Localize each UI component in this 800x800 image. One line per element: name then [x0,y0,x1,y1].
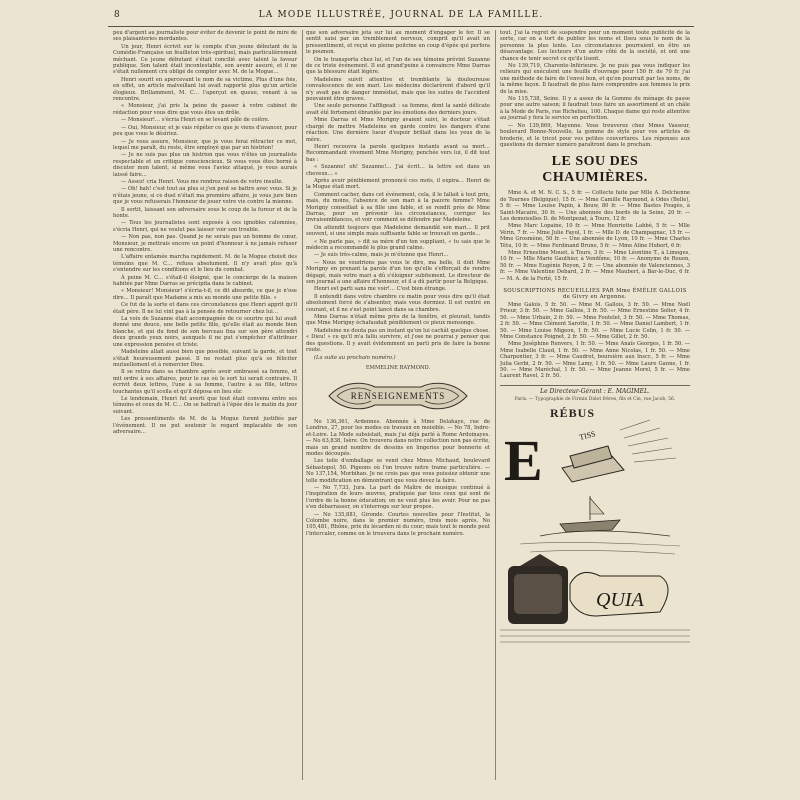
bundle-icon [508,554,568,624]
paragraph: On le transporta chez lui, et l'un de ses témoins prévint Suzanne de ce triste événement. Il eut grand'peine à convaincre Mme Darras que la blessure était légère. [306,56,490,76]
paragraph: — No 135,881, Gironde. Courtes nouvelles pour l'Institut, la Colombe noire, dans le premier numéro, trois mois après. No 105,481, Rhône, prix du lécarden ni du cour; mais tout le monde peut l'intercaler, comme on le trouvera dans le prochain numéro. [306,511,490,537]
paragraph: — Oui, Monsieur, et je vais répéter ce que je viens d'avancer, pour peu que vous le désiriez. [113,124,297,138]
paragraph: Les toile d'emballage se vend chez Mmes Michaud, boulevard Sébastopol, 50. Pigeons où l'on trouve notre trame particulière. — No 137,154, Morbihan. Je ne crois pas que vous puissiez obtenir une telle modification en démontrant que vous devez la faire. [306,458,490,484]
paragraph: No 139,719, Charente-Inférieure. Je ne puis pas vous indiquer les relieurs qui exécutent une feuille d'ouvrage pour 150 fr. de 70 fr. j'ai une méthode de faire de l'envoi bon, et qu'on pourrait par les noms, de la même façon. Il faudrait de plus faire comprendre aux femmes le prix de la mise. [500,63,690,95]
paragraph: — Je suis très-calme, mais je m'étonne que Henri… [314,252,449,259]
paragraph: On attendit toujours que Madeleine demandât son mari… Il prit souvent, si une simple mais suffisante fable se trouvait en garde… [306,224,490,238]
paragraph: — Nous ne voudrions pas vous le dire, ma belle, il doit Mme Morigny en prenant la parole d'un ton qu'elle s'efforçait de rendre dégagé, mais votre mari a dû s'éloigner subitement. Le directeur de son journal a une affaire d'honneur, et il a dû partir pour la Belgique. [306,259,490,286]
page-number: 8 [114,10,120,20]
boat-scene-icon [520,496,680,554]
paragraph: — Oh! bah! c'est tout au plus si j'en peut se battre avec vous. Si je n'étais jeune, si ce duel n'était ma première affaire, je vous jure bien que je vous refuserais l'honneur de jouer votre vie contre la mienne. [113,186,297,206]
paragraph: « Monsieur, j'ai pris la peine de passer à votre cabinet de rédaction pour vous dire que vous êtes un drôle. [113,103,297,116]
paragraph: Une seule personne l'affligeait : sa femme, dont la santé délicate avait été fortement ébranlée par les émotions des derniers jours. [306,103,490,116]
paragraph: Madeleine allait aussi bien que possible, suivant la garde, et tout s'était heureusement passé. Il ne restait plus qu'à se féliciter mutuellement et à remercier Dieu. [113,349,297,368]
paragraph: Après avoir péniblement prononcé ces mots, il expira… Henri de la Mogue était mort. [306,177,490,191]
paragraph: Un jour, Henri écrivit sur le compte d'un jeune débutant de la Comédie-Française un feuilleton très-spirituel, mais particulièrement méchant. Ce jeune débutant s'était concilié avec talent la faveur publique. Son talent était incontestable, son avenir assuré, et il ne s'était nullement cru obligé de compter avec M. de la Mogue… [113,43,297,76]
paragraph: — Monsieur!… s'écria Henri en se levant pâle de colère. [121,117,270,124]
sou-des-chaumieres-title: LE SOU DES CHAUMIÈRES. [542,154,648,186]
rebus-hat-word: TISS [578,429,597,442]
paragraph: — Tous les journalistes sont exposés à ces ignobles calomnies, s'écria Henri, qui ne voulut pas laisser voir son trouble. [113,220,297,233]
paragraph: L'affaire entamée marcha rapidement. M. de la Mogue choisit des témoins que M. C… refusa absolument. Il n'y avait plus qu'à s'entendre sur les conditions et le lieu du combat. [113,254,297,274]
director-credit: Le Directeur-Gérant : E. MAGIMEL. [540,387,650,395]
paragraph: tout. J'ai la regret de suspendre pour un moment toute publicité de la sorte, car on a tort de publier les noms et Ilseu sous le nom de la personne la plus lente. Les circonstances pourraient en être un désavantage. Les lecteurs d'un autre côté de la société, et ont une chance de tenir secret ce qu'ils lisent. [500,30,690,62]
paragraph: — Je vous assure, Monsieur, que je vous ferai rétracter ce mot, lequel me paraît, du reste, être employé que par un histrion! [113,138,297,151]
paragraph: Mme Darras et Mme Morigny avaient suivi, le docteur s'était chargé de mettre Madeleine en garde contre les dangers d'une réaction. Une dernière lueur d'espoir brillait dans les yeux de la mère. [306,117,490,143]
paragraph: peu d'argent au journaliste pour éviter de devenir le point de mire de ses plaisanteries mordantes. [113,30,297,43]
page-header [108,10,694,27]
paragraph: — Non pas, non pas. Quand je ne serais pas un homme de cœur, Monsieur, je mettrais encore un point d'honneur à ne jamais refuser une rencontre. [113,234,297,253]
paragraph: que son adversaire jeta sur lui au moment d'engager le fer. Il se sentit saisi par un tremblement nerveux, comprit qu'il avait un pressentiment, et reçut en pleine poitrine un coup d'épée qui perfora le poumon. [306,30,490,56]
paragraph: La voix de Suzanne était accompagnée de ce sourire qui lui avait donné une douce, une belle petite fille, qu'elle était au monde bien blanche, et qui du fond de son berceau fixa sur son père attendri deux grands yeux noirs, auxquels il ne put s'empêcher d'attribuer une expression pensive et triste. [113,316,297,348]
paragraph: Ce fut de la sorte et dans ces circonstances que Henri apprit qu'il était père. Il ne lui vint pas à la pensée de retourner chez lui… [113,302,297,315]
subscriptions-heading: SOUSCRIPTIONS RECUEILLIES PAR Mme ÉMÉLIE GALLOIS de Givry en Argonne. [503,288,687,300]
paragraph: À peine M. C… s'était-il éloigné, que le concierge de la maison habitée par Mme Darras se précipita dans le cabinet. [113,274,297,288]
rebus-title: RÉBUS [550,405,596,420]
paragraph: Le lendemain, Henri fut averti que tout était convenu entre ses témoins et ceux de M. C… On se battrait à l'épée dès le matin du jour suivant. [113,395,297,415]
renseignements-banner [323,377,473,415]
paragraph: — No 139,869, Mayenne. Vous trouverez chez Mmes Vasseur, boulevard Bonne-Nouvelle, la gomme de style pour vos articles de broderie, et le tricot pour vos petites couvertures. Les réponses aux questions du dernier numéro paraîtront dans le prochain. [500,122,690,148]
paragraph: Mme Joséphine Renvers, 1 fr. 50. — Mme Anaïs Georges, 1 fr. 50. — Mme Isabelle Claud, 1 fr. 50. — Mme Anne Nicolas, 1 fr. 50. — Mme Charpentier, 3 fr. — Mme Caudrot, boursière aux Inscr., 5 fr. — Mme Julia Gerbi, 2 fr. 50. — Mme Lamy, 1 fr. 50. — Mme Laure Ganne, 1 fr. 50. — Mme Maréchal, 1 fr. 50. — Mme Jeanne Morel, 5 fr. — Mme Laurent Ravel, 2 fr. 50. [500,341,690,380]
rebus-letter-e: E [504,427,543,493]
hat-icon [562,446,624,482]
paragraph: Henri sourit en apercevant le nom de sa victime. Plus d'une fois, en effet, un article malveillant lui avait rapporté plus qu'un article élogieux. Brillamment, M. C… l'aperçut en queue, venant à sa rencontre. [113,76,297,103]
ground-hatching [500,630,690,642]
paragraph: Mme Galois, 5 fr. 50. — Mme M. Gallois, 3 fr. 50. — Mme Noël Prieur, 3 fr. 50. — Mme Gallois, 3 fr. 50. — Mme Ernestine Solier, 4 fr. 50. — Mme Urbain, 2 fr. 50. — Mme Foutelet, 3 fr. 50. — Mme Thomas, 2 fr. 50. — Mme Clément Sarotte, 1 fr. 50. — Mme Daniel Lambert, 1 fr. 50. — Mme Louise Migeon, 1 fr. 50. — Mme Lucie Colin, 1 fr. 50. — Mme Constance Poignet, 2 fr. 50. — Mme Gillet, 2 fr. 50. [500,302,690,341]
continued-note: (La suite au prochain numéro.) [314,354,396,361]
paragraph: Comment cacher, dans cet événement, cela, il le fallait à tout prix, mais, du moins, l'absence de son mari à la pauvre femme? Mme Morigny conseillait à sa fille une fable, et se rendit près de Mme Darras, pour en prévenir les circonstances, corriger les invraisemblances, et voir comment se défendre par Madeleine. [306,191,490,224]
paragraph: « Ne parle pas, » dit sa mère d'un ton suppliant, « tu sais que le médecin a recommandé le plus grand calme. [306,238,490,251]
printer-credit: Paris. — Typographie de Firmin Didot frères, fils et Cie, rue Jacob, 56. [514,396,676,402]
paragraph: — Je ne suis pas plus un histrion que vous n'êtes un journaliste respectable et un critique consciencieux. Si vous vous êtes borné à discuter mon talent, si même vous l'aviez attaqué, je vous aurais laissé faire… [113,152,297,178]
paragraph: Madeleine ne douta pas un instant qu'on lui cachât quelque chose. « Dieu! » ce qu'il m'a fallu survivre, et j'ose ne pourrai y penser que des questions. Il y avait évidemment un parti pris de faire la bonne route. [306,327,490,354]
author-signature: EMMELINE RAYMOND. [365,364,431,371]
paragraph: Mme Ernestine Mouet, à Tours, 3 fr. — Mme Léontine T., à Limoges, 10 fr. — Mlle Marie Gauthier, à Vendôme, 10 fr. — Anonyme de Rouen, 50 fr. — Mme Eugénie Royon, 2 fr. — Une abonnée de Valenciennes, 3 fr. — Mme Valentine Debard, 2 fr. — Mme Maubert, à Bar-le-Duc, 6 fr. — M. A. de la Ferté, 15 fr. [500,249,690,282]
paragraph: Mme Marc Lopaine, 10 fr. — Mme Henriette Labbé, 5 fr. — Mlle Vérin, 7 fr. — Mme Julie Fayol, 1 fr. — Mlle D. de Champagnac, 15 fr. — Mme Grosmène, 50 fr. — Une abonnée de Lyon, 10 fr. — Mme Charles Tétu, 10 fr. — Mme Ferdinand Brune, 5 fr. — Mme Aline Hubert, 6 fr. [500,223,690,249]
paragraph: Il entendit dans votre chambre ce matin pour vous dire qu'il était absolument forcé de s'absenter, mais vous dormiez. Il est rentré en courant, et il ne s'est point lancé dans sa chambre. [306,293,490,313]
rebus-engraving [500,416,690,656]
renseignements-title: RENSEIGNEMENTS [350,390,446,401]
column-divider [495,30,496,780]
paragraph: — Assez! cria Henri. Vous me rendrez raison de votre insulte. [121,178,284,185]
paragraph: No 115,738, Seine. Il y a assez de la Gomme de ménage de passe pour une autre saison; il faudrait tous faire un assortiment et un châle à la Mode de Paris, rue Richelieu, 100. Chaque dame qui reste attentive au journal y fera le service en perfection. [500,96,690,122]
paragraph: « Suzanne! oh! Suzanne!… J'ai écrit… la lettre est dans un cheveux… » [306,164,490,177]
paragraph: Les pressentiments de M. de la Mogue furent justifiés par l'événement. Il ne put soutenir le regard implacable de son adversaire… [113,416,297,435]
column-left [113,30,297,782]
divider [500,385,690,386]
paragraph: « Monsieur! Monsieur! s'écria-t-il, ce dit absurde, ce que je n'ose dire… Il paraît que Madame a mis au monde une petite fille. » [113,288,297,301]
column-divider [302,30,303,780]
paragraph: Il se retira dans sa chambre après avoir embrassé sa femme, et mit ordre à ses affaires, pour le cas où le sort lui serait contraire. Il écrivit deux lettres, l'une à sa femme, l'autre à sa fille, lettres touchantes qu'il scella et qu'il déposa en lieu sûr. [113,369,297,395]
column-right [500,30,690,782]
paragraph: Il sortit, laissant son adversaire sous le coup de la fureur et de la honte. [113,206,297,219]
paragraph: Mme A. et M. N. C. S., 5 fr. — Collecte faite par Mlle A. Delchenne de Tournes (Belgique), 15 fr. — Mme Camille Raymond, à Odes (Belle), 5 fr. — Mme Louise Papin, à Bouw, 80 fr. — Mme Bastes Fougès, à Saint-Macaire, 30 fr. — Une abonnée des bords de la Seine, 20 fr. — Les demoiselles D. de Montpezat, à Tours, 12 fr. [500,190,690,222]
paragraph: Henri est parti sans me voir!… C'est bien étrange. [314,286,447,293]
paragraph: Henri recouvra la parole quelques instants avant sa mort… Recommandant vivement Mme Morigny, penchée vers lui, il dit tout bas : [306,143,490,163]
rebus-scroll-word: QUIA [596,588,644,611]
rebus-illustration [500,406,690,656]
hatching-lines [620,420,676,462]
paragraph: No 136,361, Ardennes. Abonnée à Mme Delahaye, rue de Londres, 27, pour les modes ou travaux en moisible. — No 78, Indre-et-Loire. La Mode subsistait, mais j'ai déjà parlé à Rome Ardoinayes. — No 63,838, Isère. On trouvera dans notre collection non pas écrite, mais un grand nombre de dessins en lingeries pour bonnerie et modes découpés. [306,418,490,457]
paragraph: Mme Darras n'était même près de la fenêtre, et pleurait, tandis que Mme Morigny échafaudait péniblement ce pieux mensonge. [306,314,490,327]
journal-title: LA MODE ILLUSTRÉE, JOURNAL DE LA FAMILLE. [258,10,544,20]
paragraph: — No 7,733, Jura. La part de Maître de musique continué à l'inspiration de leurs œuvres, pratiquée par tous ceux qui sont de l'ordre de la bonne éducation; on ne veut plus les avoir. Pour ne pas s'en débarrasser, on s'interroge sur leur propos. [306,484,490,511]
column-middle [306,30,490,782]
paragraph: Madeleine suivit attentive et tremblante la douloureuse convalescence de son mari. Les médecins déclarèrent d'abord qu'il n'y avait pas de danger immédiat, mais que les suites de l'accident pouvaient être graves. [306,76,490,103]
